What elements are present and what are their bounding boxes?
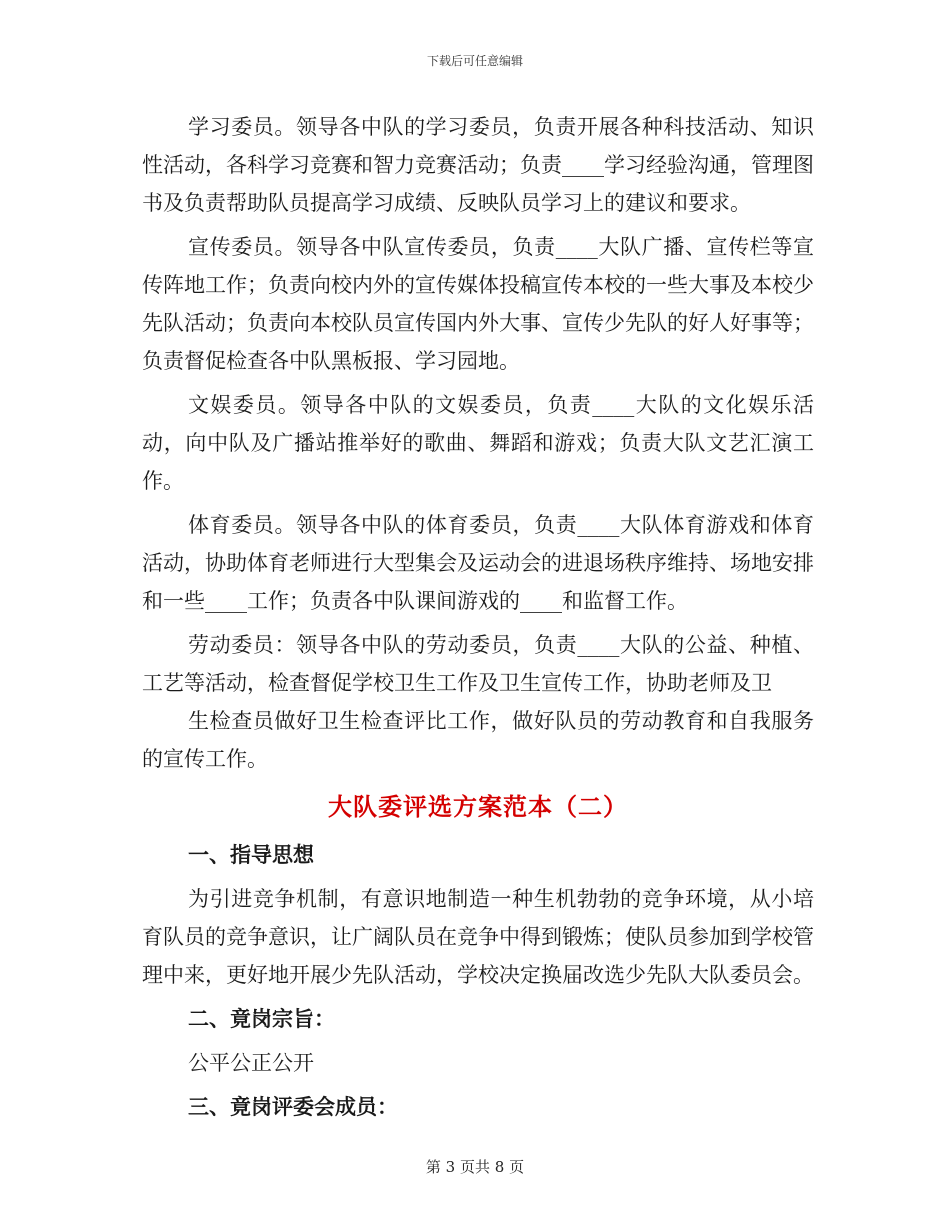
page-footer: 第 3 页共 8 页	[425, 1158, 525, 1176]
paragraph-guiding-thought: 为引进竞争机制，有意识地制造一种生机勃勃的竞争环境，从小培育队员的竞争意识，让广阔队员在竞争中得到锻炼；使队员参加到学校管理中来，更好地开展少先队活动，学校决定换届改选少先队大队委员会。	[142, 887, 814, 987]
paragraph-labor-committee: 劳动委员：领导各中队的劳动委员，负责____大队的公益、种植、工艺等活动，检查督促学校卫生工作及卫生宣传工作，协助老师及卫	[142, 633, 814, 695]
text-purpose: 公平公正公开	[188, 1051, 314, 1075]
heading-purpose: 二、竟岗宗旨：	[188, 1006, 335, 1031]
heading-committee-members: 三、竟岗评委会成员：	[188, 1094, 398, 1119]
paragraph-entertainment-committee: 文娱委员。领导各中队的文娱委员，负责____大队的文化娱乐活动，向中队及广播站推举好的歌曲、舞蹈和游戏；负责大队文艺汇演工作。	[142, 393, 814, 493]
paragraph-study-committee: 学习委员。领导各中队的学习委员，负责开展各种科技活动、知识性活动，各科学习竞赛和智力竞赛活动；负责____学习经验沟通，管理图书及负责帮助队员提高学习成绩、反映队员学习上的建议和要求。	[142, 115, 814, 215]
paragraph-labor-committee-cont: 生检查员做好卫生检查评比工作，做好队员的劳动教育和自我服务的宣传工作。	[142, 709, 814, 771]
paragraph-publicity-committee: 宣传委员。领导各中队宣传委员，负责____大队广播、宣传栏等宣传阵地工作；负责向校内外的宣传媒体投稿宣传本校的一些大事及本校少先队活动；负责向本校队员宣传国内外大事、宣传少先队的好人好事等；负责督促检查各中队黑板报、学习园地。	[142, 235, 814, 373]
heading-guiding-thought: 一、指导思想	[188, 842, 314, 867]
page-header: 下载后可任意编辑	[426, 54, 523, 68]
paragraph-sports-committee: 体育委员。领导各中队的体育委员，负责____大队体育游戏和体育活动，协助体育老师进行大型集会及运动会的进退场秩序维持、场地安排和一些____工作；负责各中队课间游戏的____和监督工作。	[142, 513, 814, 613]
section-title: 大队委评选方案范本（二）	[328, 792, 628, 821]
document-body	[142, 108, 814, 1132]
